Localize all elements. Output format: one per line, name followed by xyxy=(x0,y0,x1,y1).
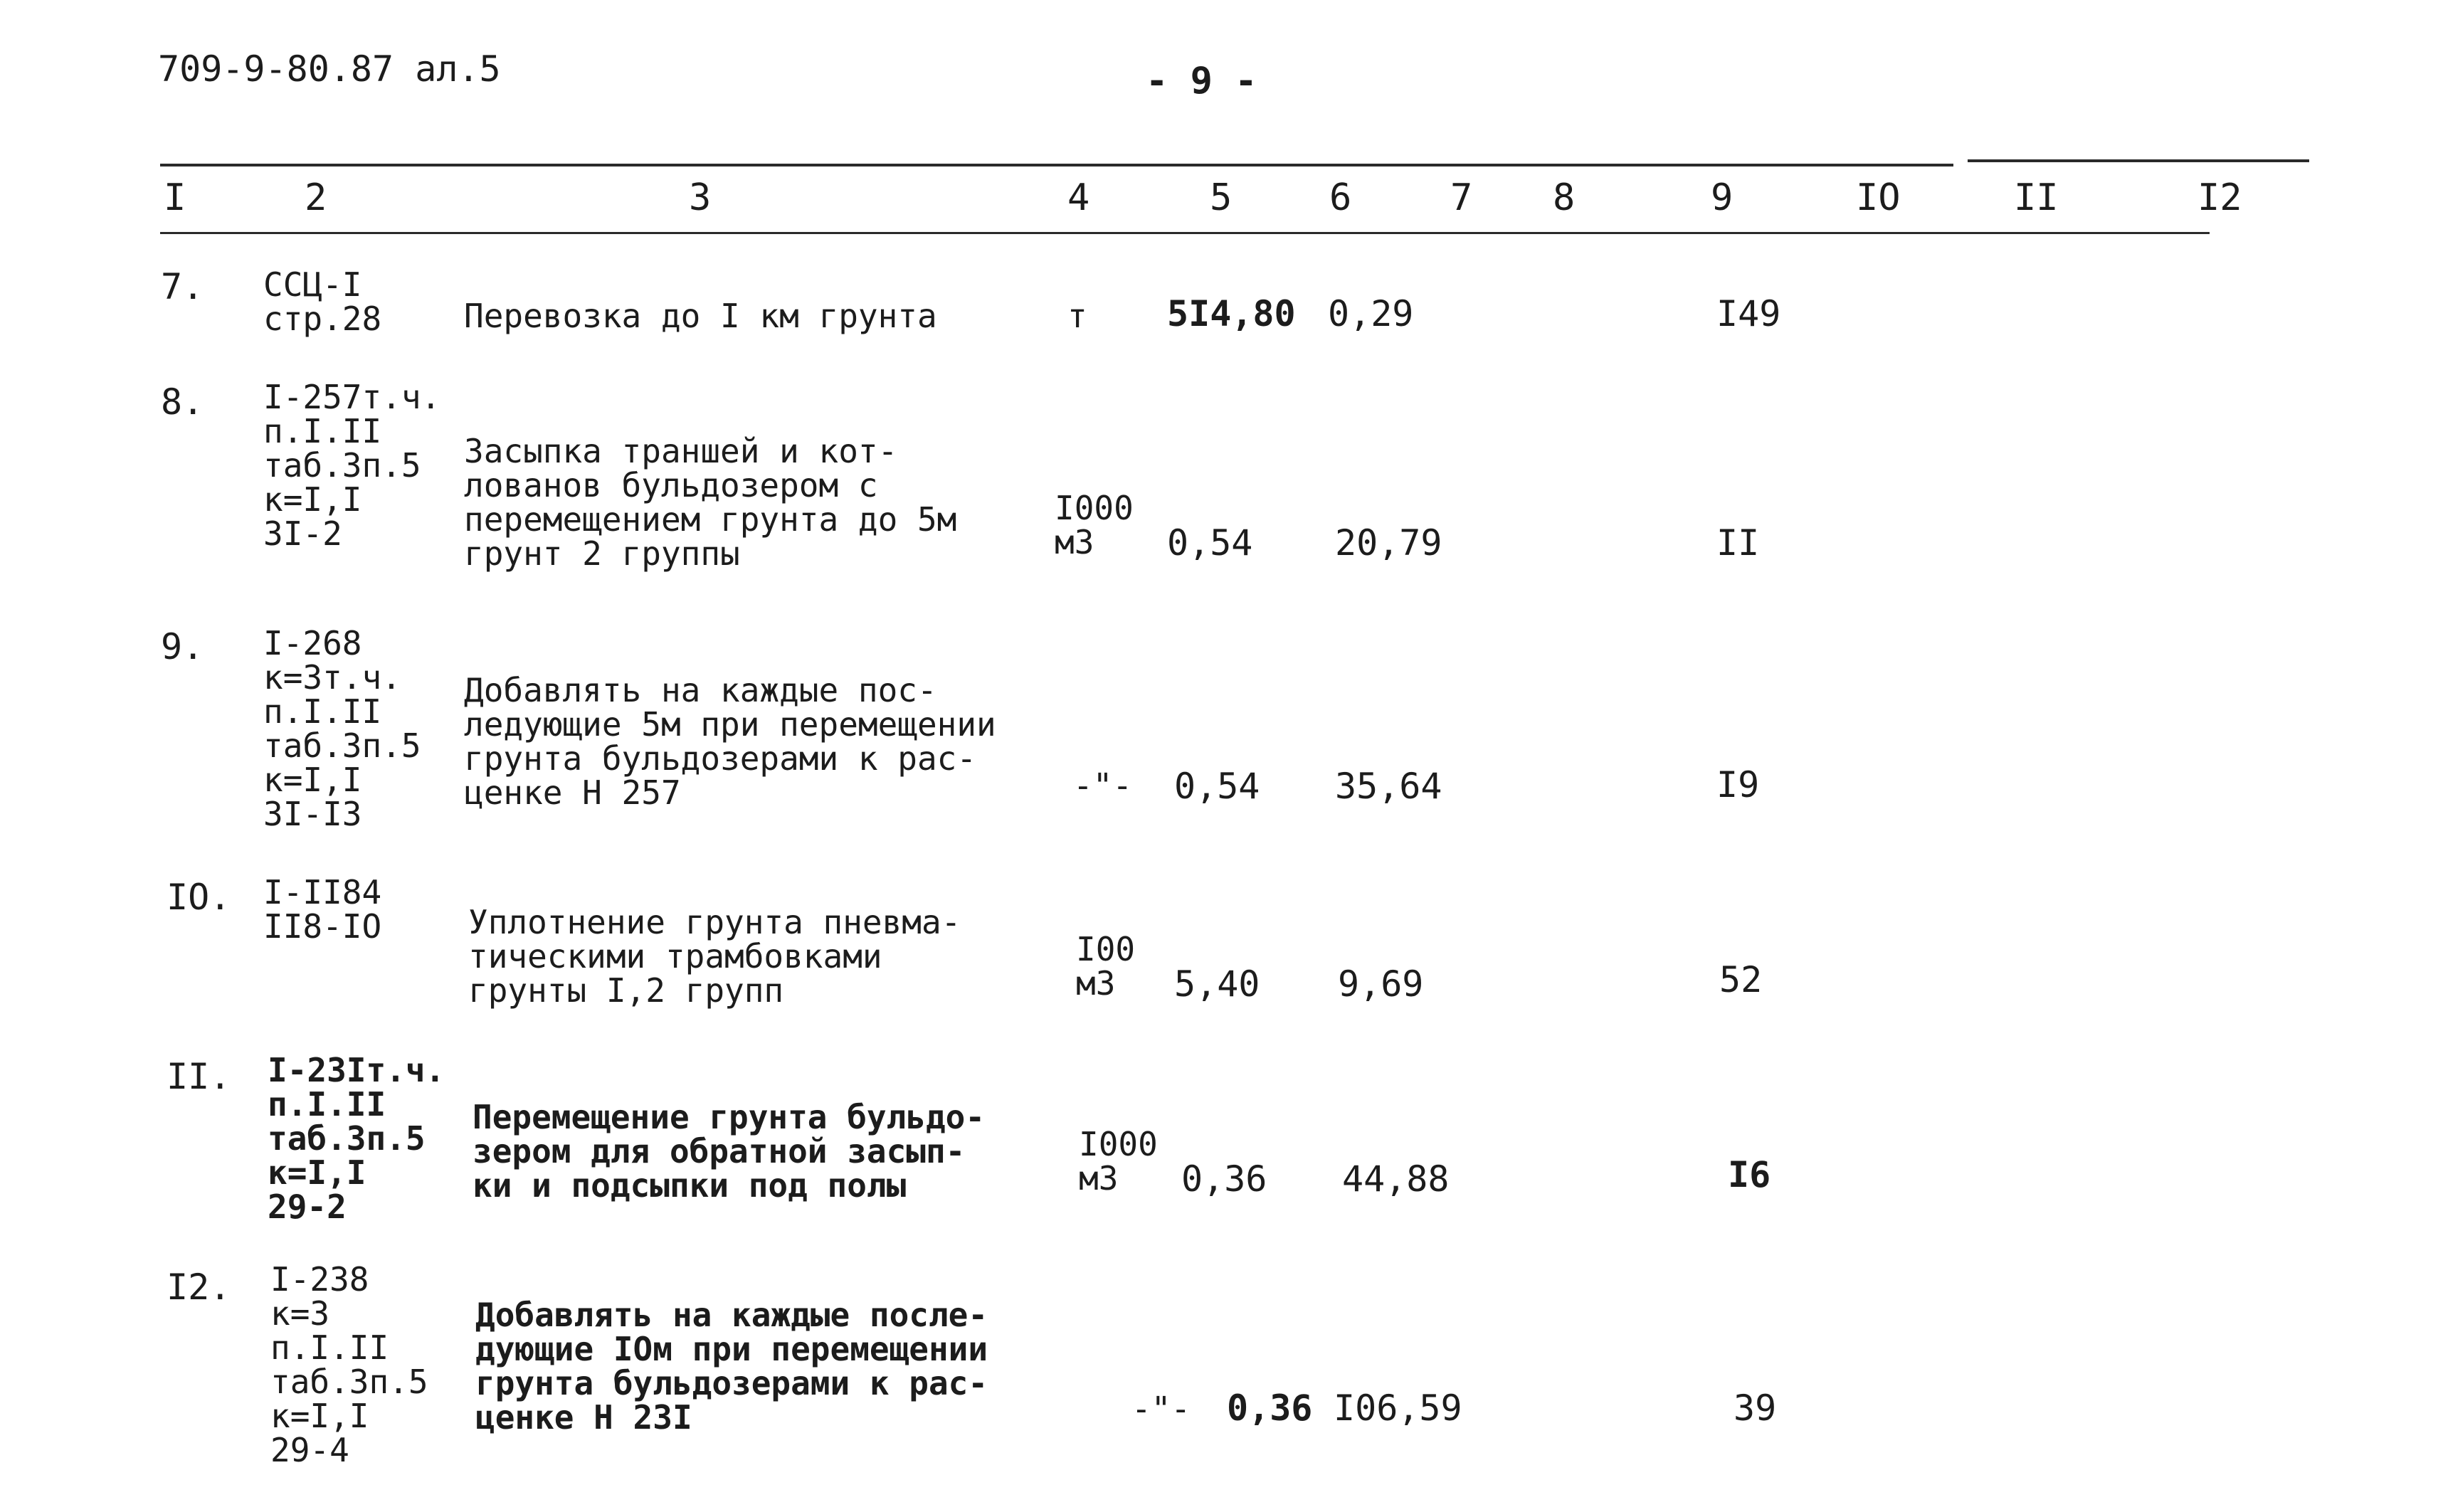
col-header: 6 xyxy=(1329,176,1352,219)
col-header: 7 xyxy=(1450,176,1473,219)
table-header-rule xyxy=(160,232,2210,234)
col-header: II xyxy=(2014,176,2059,219)
row-unit-price: 44,88 xyxy=(1342,1158,1450,1200)
row-code: ССЦ-I стр.28 xyxy=(263,265,382,338)
row-unit-price: 9,69 xyxy=(1338,963,1424,1005)
row-description: Добавлять на каждые пос- ледующие 5м при перемещении грунта бульдозерами к рас- ценке Н 257 xyxy=(464,671,996,812)
row-unit: I00 м3 xyxy=(1076,930,1136,1003)
row-unit: -"- xyxy=(1073,766,1133,805)
row-number: 7. xyxy=(161,266,204,307)
row-quantity: 0,54 xyxy=(1174,766,1260,807)
table-top-rule-right xyxy=(1968,159,2309,162)
document-code: 709-9-80.87 ал.5 xyxy=(158,48,501,90)
col-header: 5 xyxy=(1210,176,1233,219)
row-code: I-23Iт.ч. п.I.II таб.3п.5 к=I,I 29-2 xyxy=(268,1051,445,1226)
row-total: II xyxy=(1716,522,1760,564)
row-unit-price: I06,59 xyxy=(1334,1387,1462,1429)
row-quantity: 0,54 xyxy=(1167,522,1253,564)
row-code: I-257т.ч. п.I.II таб.3п.5 к=I,I 3I-2 xyxy=(263,378,441,553)
col-header: IO xyxy=(1856,176,1901,219)
row-unit: I000 м3 xyxy=(1055,489,1134,561)
row-quantity: 5I4,80 xyxy=(1167,293,1296,334)
col-header: 2 xyxy=(305,176,327,219)
row-number: I2. xyxy=(167,1267,231,1308)
row-description: Уплотнение грунта пневма- тическими трамбовками грунты I,2 групп xyxy=(468,903,961,1010)
row-total: I6 xyxy=(1728,1154,1771,1195)
row-code: I-238 к=3 п.I.II таб.3п.5 к=I,I 29-4 xyxy=(270,1260,428,1469)
col-header: 4 xyxy=(1067,176,1090,219)
col-header: 9 xyxy=(1711,176,1733,219)
page-number: - 9 - xyxy=(1146,60,1257,102)
col-header: 3 xyxy=(689,176,712,219)
row-description: Засыпка траншей и кот- лованов бульдозером с перемещением грунта до 5м грунт 2 группы xyxy=(464,432,957,573)
row-total: 52 xyxy=(1719,959,1763,1000)
row-unit: I000 м3 xyxy=(1079,1125,1158,1198)
row-number: 9. xyxy=(161,626,204,667)
row-quantity: 5,40 xyxy=(1174,963,1260,1005)
row-description: Добавлять на каждые после- дующие IOм при перемещении грунта бульдозерами к рас- ценке Н 23I xyxy=(475,1296,988,1437)
row-total: I49 xyxy=(1716,293,1781,334)
row-quantity: 0,36 xyxy=(1227,1387,1313,1429)
row-description: Перемещение грунта бульдо- зером для обратной засып- ки и подсыпки под полы xyxy=(473,1098,986,1205)
row-unit-price: 0,29 xyxy=(1328,293,1414,334)
row-total: I9 xyxy=(1716,764,1760,805)
col-header: I xyxy=(164,176,186,219)
row-quantity: 0,36 xyxy=(1181,1158,1267,1200)
row-number: IO. xyxy=(167,877,231,918)
row-code: I-II84 II8-IO xyxy=(263,873,382,946)
col-header: 8 xyxy=(1553,176,1576,219)
col-header: I2 xyxy=(2197,176,2242,219)
row-code: I-268 к=3т.ч. п.I.II таб.3п.5 к=I,I 3I-I3 xyxy=(263,624,421,833)
table-top-rule xyxy=(160,164,1953,166)
row-unit: т xyxy=(1067,297,1087,335)
row-unit-price: 35,64 xyxy=(1335,766,1442,807)
row-unit-price: 20,79 xyxy=(1335,522,1442,564)
row-description: Перевозка до I км грунта xyxy=(464,297,937,335)
row-number: 8. xyxy=(161,381,204,423)
row-number: II. xyxy=(167,1056,231,1097)
row-total: 39 xyxy=(1733,1387,1777,1429)
row-unit: -"- xyxy=(1131,1390,1191,1428)
